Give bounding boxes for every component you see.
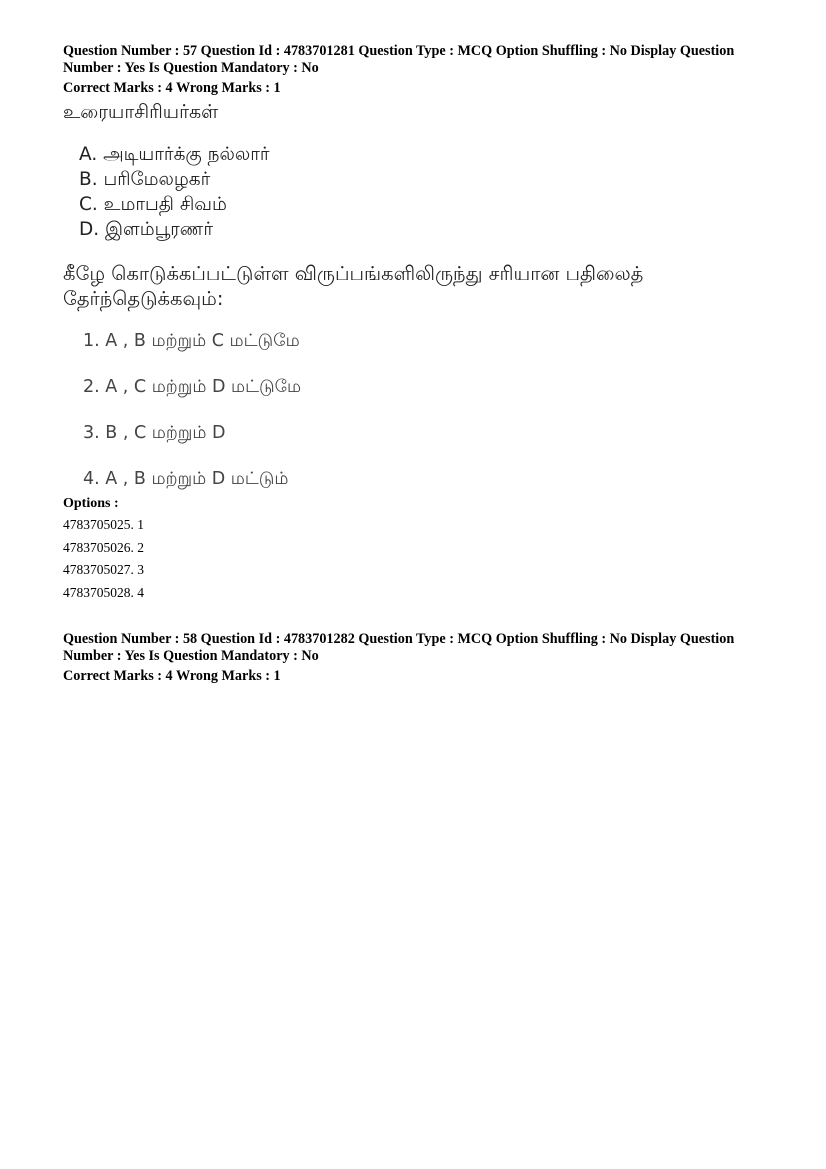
question-57-item-d: D. இளம்பூரணர் <box>79 219 213 240</box>
question-57-header-line2: Number : Yes Is Question Mandatory : No <box>63 59 319 76</box>
question-57-item-b: B. பரிமேலழகர் <box>79 169 211 190</box>
question-57-choice-4: 4. A , B மற்றும் D மட்டும் <box>83 469 289 489</box>
question-57-stem-title: உரையாசிரியர்கள் <box>63 101 219 123</box>
question-57-marks: Correct Marks : 4 Wrong Marks : 1 <box>63 80 281 96</box>
question-57-option-1: 4783705025. 1 <box>63 517 144 532</box>
question-57-option-4: 4783705028. 4 <box>63 585 144 600</box>
question-58-header-line1: Question Number : 58 Question Id : 4783701282 Question Type : MCQ Option Shuffling : No Display Question <box>63 631 735 647</box>
question-57-header-line1: Question Number : 57 Question Id : 4783701281 Question Type : MCQ Option Shuffling : No Display Question <box>63 43 735 59</box>
question-58-header <box>63 631 783 664</box>
question-57-instruction: கீழே கொடுக்கப்பட்டுள்ள விருப்பங்களிலிருந்து சரியான பதிலைத் தேர்ந்தெடுக்கவும்: <box>63 262 644 310</box>
question-57-choice-3: 3. B , C மற்றும் D <box>83 423 226 443</box>
question-57-options-label: Options : <box>63 496 119 511</box>
question-57-header <box>63 43 783 76</box>
question-58-header-line2: Number : Yes Is Question Mandatory : No <box>63 647 319 664</box>
question-57-option-3: 4783705027. 3 <box>63 562 144 577</box>
question-58-marks: Correct Marks : 4 Wrong Marks : 1 <box>63 668 281 684</box>
question-57-choice-1: 1. A , B மற்றும் C மட்டுமே <box>83 331 300 351</box>
question-57-item-c: C. உமாபதி சிவம் <box>79 194 227 215</box>
question-57-item-a: A. அடியார்க்கு நல்லார் <box>79 144 270 165</box>
question-57-choice-2: 2. A , C மற்றும் D மட்டுமே <box>83 377 302 397</box>
question-57-option-2: 4783705026. 2 <box>63 540 144 555</box>
